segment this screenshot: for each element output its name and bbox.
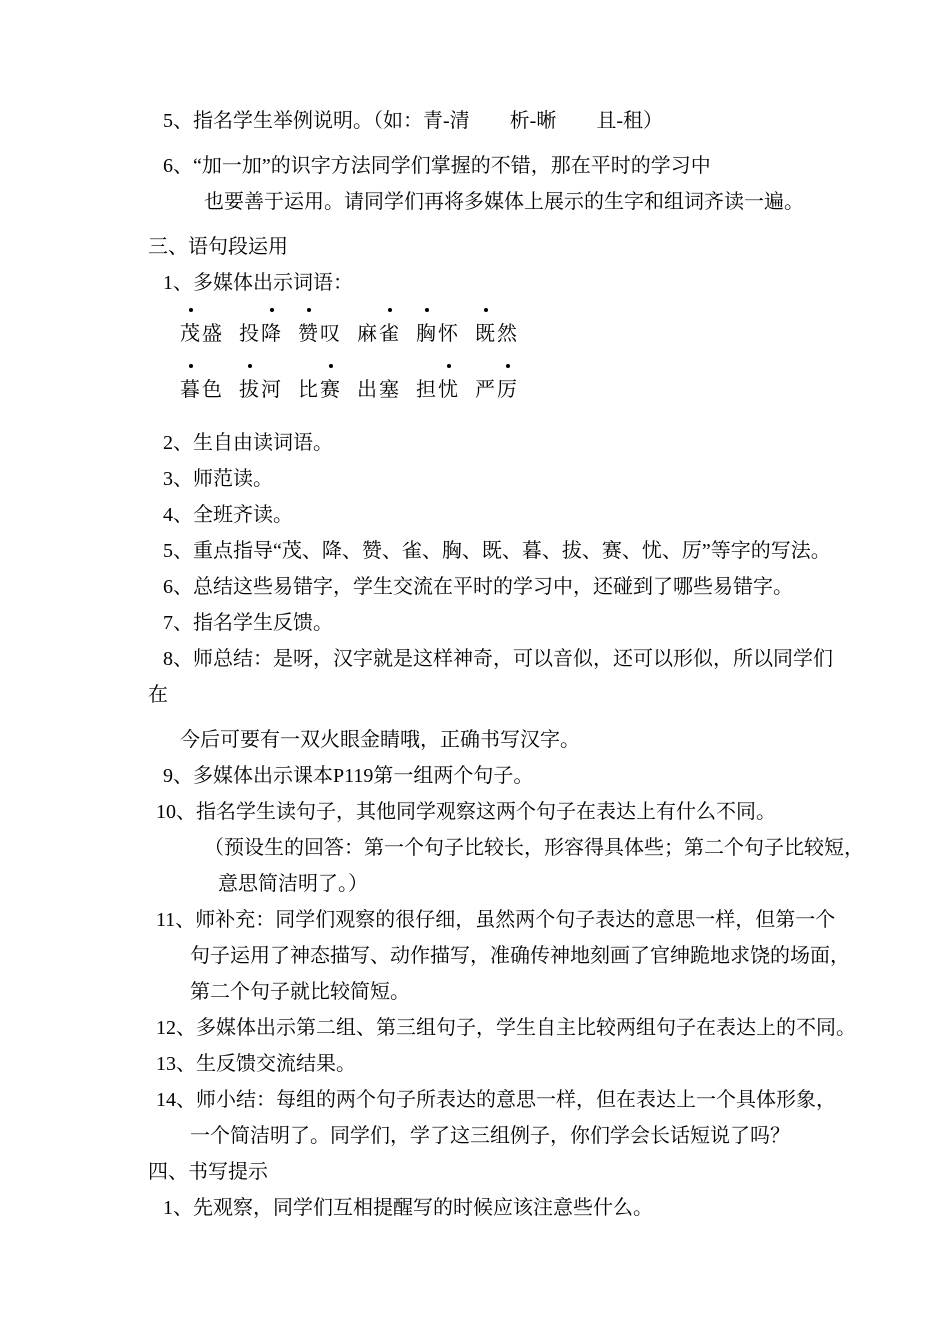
text-line: 第二个句子就比较简短。 [190,981,410,1003]
vocab-word [475,319,519,349]
emphasized-character: 雀 [379,319,401,349]
text-line: 10、指名学生读句子，其他同学观察这两个句子在表达上有什么不同。 [156,801,776,823]
vocab-word [416,375,460,405]
emphasized-character: 厉 [497,375,519,405]
character: 怀 [438,323,460,345]
vocab-word [298,375,342,405]
vocab-word [357,375,401,405]
vocab-word [180,319,224,349]
vocab-word [239,319,283,349]
emphasized-character: 赛 [320,375,342,405]
document-body [148,103,890,1226]
vocab-word-row [148,305,890,349]
text-line: 在 [148,684,168,706]
text-line: 12、多媒体出示第二组、第三组句子，学生自主比较两组句子在表达上的不同。 [156,1017,856,1039]
emphasized-character: 赞 [298,319,320,349]
text-line: （预设生的回答：第一个句子比较长，形容得具体些；第二个句子比较短， [204,837,864,859]
emphasized-character: 既 [475,319,497,349]
character: 盛 [202,323,224,345]
character: 叹 [320,323,342,345]
text-line: 6、“加一加”的识字方法同学们掌握的不错，那在平时的学习中 [163,155,711,177]
vocab-word [239,375,283,405]
emphasized-character: 拔 [239,375,261,405]
text-line: 1、多媒体出示词语： [163,272,353,294]
text-line: 8、师总结：是呀，汉字就是这样神奇，可以音似，还可以形似，所以同学们 [163,648,833,670]
text-line: 三、语句段运用 [148,236,288,258]
emphasized-character: 茂 [180,319,202,349]
character: 比 [298,379,320,401]
text-line: 4、全班齐读。 [163,504,293,526]
text-line: 一个简洁明了。同学们，学了这三组例子，你们学会长话短说了吗？ [190,1125,790,1147]
text-line: 11、师补充：同学们观察的很仔细，虽然两个句子表达的意思一样，但第一个 [156,909,836,931]
emphasized-character: 胸 [416,319,438,349]
text-line: 5、重点指导“茂、降、赞、雀、胸、既、暮、拔、赛、忧、厉”等字的写法。 [163,540,831,562]
text-line: 9、多媒体出示课本P119第一组两个句子。 [163,765,534,787]
text-line: 6、总结这些易错字，学生交流在平时的学习中，还碰到了哪些易错字。 [163,576,793,598]
vocab-word [298,319,342,349]
character: 色 [202,379,224,401]
character: 严 [475,379,497,401]
character: 河 [261,379,283,401]
text-line: 13、生反馈交流结果。 [156,1053,356,1075]
character: 然 [497,323,519,345]
emphasized-character: 忧 [438,375,460,405]
character: 担 [416,379,438,401]
character: 塞 [379,379,401,401]
text-line: 3、师范读。 [163,468,273,490]
text-line: 四、书写提示 [148,1161,268,1183]
text-line: 今后可要有一双火眼金睛哦，正确书写汉字。 [180,729,580,751]
text-line: 2、生自由读词语。 [163,432,333,454]
character: 投 [239,323,261,345]
emphasized-character: 降 [261,319,283,349]
text-line: 5、指名学生举例说明。（如：青-清 析-晰 且-租） [163,110,663,132]
character: 出 [357,379,379,401]
text-line: 也要善于运用。请同学们再将多媒体上展示的生字和组词齐读一遍。 [204,191,804,213]
vocab-word [475,375,519,405]
text-line: 句子运用了神态描写、动作描写，准确传神地刻画了官绅跪地求饶的场面， [190,945,850,967]
vocab-word [416,319,460,349]
text-line: 1、先观察，同学们互相提醒写的时候应该注意些什么。 [163,1197,653,1219]
vocab-word [180,375,224,405]
vocab-word [357,319,401,349]
character: 麻 [357,323,379,345]
text-line: 意思简洁明了。） [218,873,368,895]
emphasized-character: 暮 [180,375,202,405]
vocab-word-row [148,361,890,405]
text-line: 14、师小结：每组的两个句子所表达的意思一样，但在表达上一个具体形象， [156,1089,836,1111]
text-line: 7、指名学生反馈。 [163,612,333,634]
